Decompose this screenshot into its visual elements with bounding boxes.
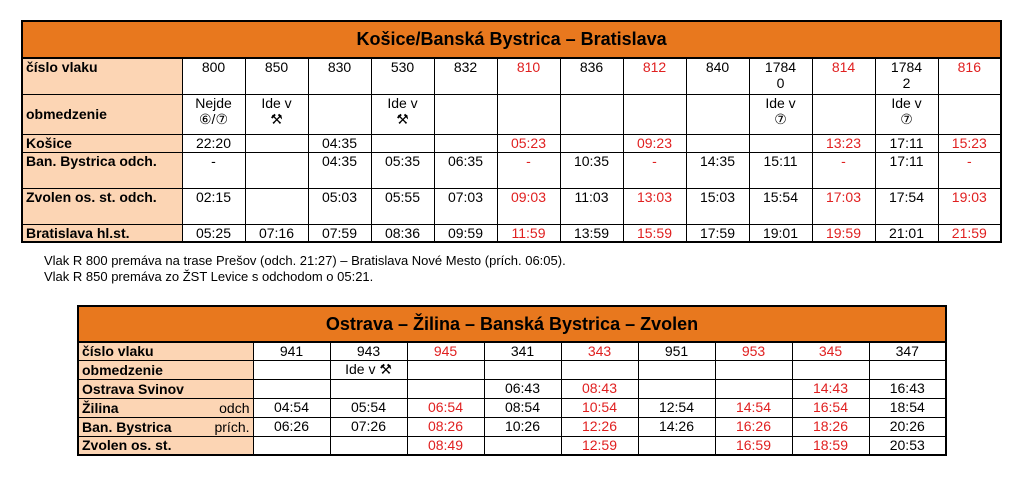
restriction-label: obmedzenie (78, 360, 253, 379)
time-cell: 10:54 (561, 398, 638, 417)
time-cell (253, 436, 330, 455)
station-label: Zvolen os. st. odch. (22, 188, 182, 224)
train-number: 941 (253, 342, 330, 360)
time-cell: 16:59 (715, 436, 792, 455)
station-label: Bratislava hl.st. (22, 224, 182, 242)
time-cell: 08:49 (407, 436, 484, 455)
time-cell: - (623, 152, 686, 188)
time-cell (484, 436, 561, 455)
train-number-label: číslo vlaku (78, 342, 253, 360)
train-number: 1784 2 (875, 58, 938, 94)
restriction-cell (560, 94, 623, 134)
train-number: 341 (484, 342, 561, 360)
time-cell: 12:59 (561, 436, 638, 455)
time-cell: 05:03 (308, 188, 371, 224)
train-number: 850 (245, 58, 308, 94)
restriction-cell (434, 94, 497, 134)
time-cell (245, 152, 308, 188)
time-cell (253, 379, 330, 398)
time-cell: 13:03 (623, 188, 686, 224)
train-number: 945 (407, 342, 484, 360)
time-cell: 22:20 (182, 134, 245, 152)
time-cell: 10:26 (484, 417, 561, 436)
restriction-cell: Ide v ⚒ (245, 94, 308, 134)
time-cell: 06:43 (484, 379, 561, 398)
time-cell: 07:03 (434, 188, 497, 224)
notes (44, 253, 566, 285)
time-cell: 15:54 (749, 188, 812, 224)
time-cell: 14:35 (686, 152, 749, 188)
train-number: 953 (715, 342, 792, 360)
time-cell: 14:43 (792, 379, 869, 398)
timetable-ostrava-zvolen (77, 305, 947, 456)
time-cell: 05:35 (371, 152, 434, 188)
time-cell: 11:59 (497, 224, 560, 242)
train-number: 345 (792, 342, 869, 360)
train-number: 836 (560, 58, 623, 94)
station-qualifier: odch (219, 399, 250, 416)
time-cell: 16:43 (869, 379, 946, 398)
time-cell (330, 379, 407, 398)
time-cell: 06:35 (434, 152, 497, 188)
time-cell: 05:54 (330, 398, 407, 417)
time-cell: 12:54 (638, 398, 715, 417)
train-number: 830 (308, 58, 371, 94)
restriction-cell: Ide v ⑦ (749, 94, 812, 134)
station-qualifier: prích. (214, 418, 250, 435)
station-name: Žilina (82, 399, 119, 416)
time-cell: 17:11 (875, 134, 938, 152)
train-number: 343 (561, 342, 638, 360)
restriction-cell (561, 360, 638, 379)
time-cell (560, 134, 623, 152)
time-cell: 17:59 (686, 224, 749, 242)
time-cell: 10:35 (560, 152, 623, 188)
station-name: Ban. Bystrica (82, 418, 172, 435)
time-cell: - (812, 152, 875, 188)
time-cell: 18:26 (792, 417, 869, 436)
restriction-cell (623, 94, 686, 134)
restriction-cell (869, 360, 946, 379)
time-cell: 16:26 (715, 417, 792, 436)
time-cell (715, 379, 792, 398)
station-label: Košice (22, 134, 182, 152)
time-cell: 05:23 (497, 134, 560, 152)
restriction-cell (715, 360, 792, 379)
time-cell: 09:59 (434, 224, 497, 242)
restriction-cell (812, 94, 875, 134)
time-cell: 04:35 (308, 134, 371, 152)
train-number: 812 (623, 58, 686, 94)
time-cell: - (497, 152, 560, 188)
train-number: 800 (182, 58, 245, 94)
train-number: 1784 0 (749, 58, 812, 94)
restriction-cell (407, 360, 484, 379)
train-number: 832 (434, 58, 497, 94)
restriction-cell (497, 94, 560, 134)
time-cell: 14:26 (638, 417, 715, 436)
time-cell: 09:23 (623, 134, 686, 152)
restriction-cell (938, 94, 1001, 134)
time-cell (371, 134, 434, 152)
restriction-cell (308, 94, 371, 134)
time-cell: 20:26 (869, 417, 946, 436)
train-number: 951 (638, 342, 715, 360)
time-cell: 06:26 (253, 417, 330, 436)
time-cell (749, 134, 812, 152)
time-cell: 12:26 (561, 417, 638, 436)
restriction-cell: Ide v ⚒ (371, 94, 434, 134)
station-label: Ban. Bystrica odch. (22, 152, 182, 188)
time-cell: 18:54 (869, 398, 946, 417)
time-cell: 13:59 (560, 224, 623, 242)
train-number-label: číslo vlaku (22, 58, 182, 94)
train-number: 814 (812, 58, 875, 94)
time-cell: 17:11 (875, 152, 938, 188)
time-cell: 14:54 (715, 398, 792, 417)
restriction-cell: Ide v ⑦ (875, 94, 938, 134)
time-cell: 11:03 (560, 188, 623, 224)
restriction-cell (638, 360, 715, 379)
time-cell: 09:03 (497, 188, 560, 224)
time-cell: 08:54 (484, 398, 561, 417)
train-number: 347 (869, 342, 946, 360)
restriction-cell (484, 360, 561, 379)
time-cell: 04:35 (308, 152, 371, 188)
time-cell (434, 134, 497, 152)
station-label (78, 417, 253, 436)
time-cell: 02:15 (182, 188, 245, 224)
time-cell: 15:11 (749, 152, 812, 188)
time-cell: 16:54 (792, 398, 869, 417)
station-label: Ostrava Svinov (78, 379, 253, 398)
train-number: 943 (330, 342, 407, 360)
timetable-kosice-bratislava (21, 20, 1002, 243)
time-cell: 07:26 (330, 417, 407, 436)
time-cell: 15:23 (938, 134, 1001, 152)
time-cell (407, 379, 484, 398)
train-number: 810 (497, 58, 560, 94)
time-cell: 05:25 (182, 224, 245, 242)
restriction-cell: Ide v ⚒ (330, 360, 407, 379)
time-cell: 15:03 (686, 188, 749, 224)
time-cell (245, 134, 308, 152)
note-line: Vlak R 850 premáva zo ŽST Levice s odchodom o 05:21. (44, 269, 374, 284)
time-cell: 21:01 (875, 224, 938, 242)
time-cell: - (938, 152, 1001, 188)
time-cell: 06:54 (407, 398, 484, 417)
time-cell: 08:36 (371, 224, 434, 242)
restriction-cell (253, 360, 330, 379)
train-number: 530 (371, 58, 434, 94)
station-label (78, 398, 253, 417)
time-cell (245, 188, 308, 224)
time-cell: 21:59 (938, 224, 1001, 242)
restriction-cell (686, 94, 749, 134)
time-cell (638, 379, 715, 398)
restriction-cell (792, 360, 869, 379)
train-number: 840 (686, 58, 749, 94)
time-cell: 19:03 (938, 188, 1001, 224)
restriction-cell: Nejde ⑥/⑦ (182, 94, 245, 134)
table-title: Košice/Banská Bystrica – Bratislava (22, 21, 1001, 58)
train-number: 816 (938, 58, 1001, 94)
time-cell: 17:03 (812, 188, 875, 224)
time-cell (638, 436, 715, 455)
station-label: Zvolen os. st. (78, 436, 253, 455)
table-title: Ostrava – Žilina – Banská Bystrica – Zvolen (78, 306, 946, 342)
time-cell: - (182, 152, 245, 188)
time-cell: 08:43 (561, 379, 638, 398)
time-cell: 04:54 (253, 398, 330, 417)
time-cell: 05:55 (371, 188, 434, 224)
time-cell: 08:26 (407, 417, 484, 436)
time-cell (330, 436, 407, 455)
time-cell (686, 134, 749, 152)
time-cell: 20:53 (869, 436, 946, 455)
time-cell: 07:59 (308, 224, 371, 242)
time-cell: 17:54 (875, 188, 938, 224)
time-cell: 19:59 (812, 224, 875, 242)
time-cell: 07:16 (245, 224, 308, 242)
time-cell: 18:59 (792, 436, 869, 455)
restriction-label: obmedzenie (22, 94, 182, 134)
time-cell: 13:23 (812, 134, 875, 152)
time-cell: 19:01 (749, 224, 812, 242)
time-cell: 15:59 (623, 224, 686, 242)
note-line: Vlak R 800 premáva na trase Prešov (odch. 21:27) – Bratislava Nové Mesto (prích. 06:05). (44, 253, 566, 268)
